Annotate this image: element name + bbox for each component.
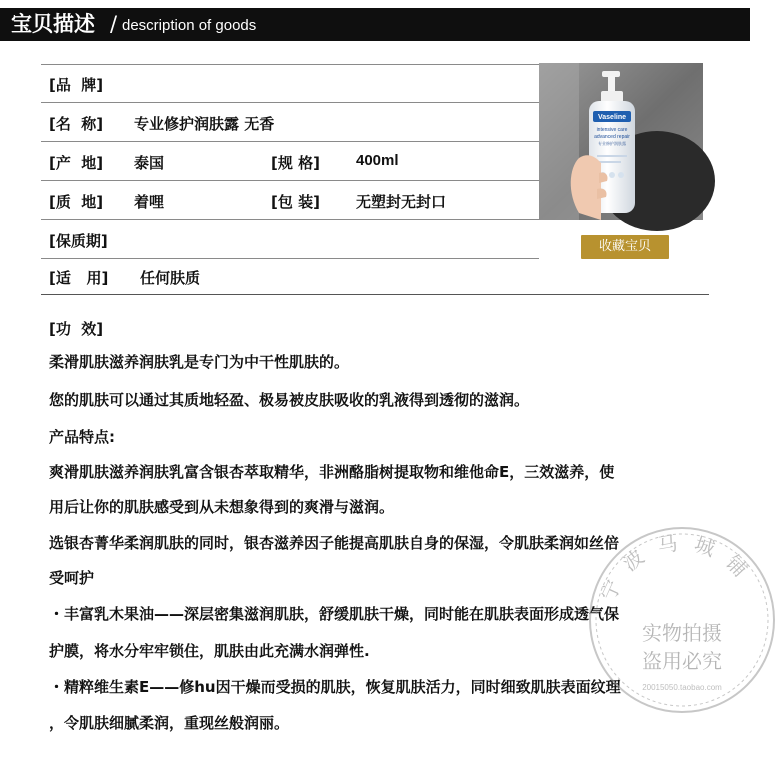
size-value: 400ml <box>356 152 399 169</box>
effect-line: 产品特点: <box>49 428 115 446</box>
effect-line: 您的肌肤可以通过其质地轻盈、极易被皮肤吸收的乳液得到透彻的滋润。 <box>49 391 530 409</box>
svg-text:专业修护润肤露: 专业修护润肤露 <box>598 141 626 146</box>
apply-value: 任何肤质 <box>140 269 201 287</box>
brand-label: [品 牌] <box>49 76 104 94</box>
svg-text:宁 波 马 城 铺: 宁 波 马 城 铺 <box>595 530 756 605</box>
size-label: [规 格] <box>271 154 320 172</box>
origin-value: 泰国 <box>134 154 165 172</box>
title-slash: / <box>110 12 118 36</box>
name-label: [名 称] <box>49 115 104 133</box>
effect-line: ・丰富乳木果油——深层密集滋润肌肤，舒缓肌肤干燥，同时能在肌肤表面形成透气保 <box>49 605 620 623</box>
spec-row-texture-package <box>41 182 539 220</box>
name-value: 专业修护润肤露 无香 <box>134 115 275 133</box>
spec-row-name <box>41 104 539 142</box>
spec-row-brand <box>41 65 539 103</box>
product-photo <box>539 63 703 220</box>
package-value: 无塑封无封口 <box>356 193 447 211</box>
section-title-cn: 宝贝描述 <box>11 12 95 36</box>
spec-row-origin-size <box>41 143 539 181</box>
svg-text:盗用必究: 盗用必究 <box>642 649 722 673</box>
apply-label: [适 用] <box>49 269 109 287</box>
svg-text:20015050.taobao.com: 20015050.taobao.com <box>642 683 722 692</box>
effect-line: 柔滑肌肤滋养润肤乳是专门为中干性肌肤的。 <box>49 353 350 371</box>
section-header <box>0 8 750 41</box>
add-to-favorites-button[interactable]: 收藏宝贝 <box>581 235 669 259</box>
svg-text:Vaseline: Vaseline <box>597 114 627 121</box>
effect-line: ，令肌肤细腻柔润，重现丝般润丽。 <box>49 714 290 732</box>
effect-line: 护膜，将水分牢牢锁住，肌肤由此充满水润弹性. <box>49 642 370 660</box>
effect-line: ・精粹维生素E——修hu因干燥而受损的肌肤，恢复肌肤活力，同时细致肌肤表面纹理 <box>49 678 621 696</box>
spec-row-shelf-life <box>41 221 539 259</box>
section-title-en: description of goods <box>122 17 257 34</box>
effect-label: [功 效] <box>49 320 104 338</box>
texture-value: 着哩 <box>134 193 165 211</box>
spec-row-apply <box>41 259 709 295</box>
effect-line: 选银杏菁华柔润肌肤的同时，银杏滋养因子能提高肌肤自身的保湿，令肌肤柔润如丝倍 <box>49 534 620 552</box>
svg-text:intensive care: intensive care <box>596 127 628 133</box>
package-label: [包 装] <box>271 193 320 211</box>
svg-text:实物拍摄: 实物拍摄 <box>642 621 722 645</box>
effect-line: 爽滑肌肤滋养润肤乳富含银杏萃取精华，非洲酪脂树提取物和维他命E，三效滋养，使 <box>49 463 615 481</box>
svg-text:advanced repair: advanced repair <box>594 134 630 140</box>
shelf-life-label: [保质期] <box>49 232 108 250</box>
effect-line: 受呵护 <box>49 569 95 587</box>
origin-label: [产 地] <box>49 154 104 172</box>
texture-label: [质 地] <box>49 193 104 211</box>
effect-line: 用后让你的肌肤感受到从未想象得到的爽滑与滋润。 <box>49 498 395 516</box>
watermark-stamp <box>582 520 782 720</box>
